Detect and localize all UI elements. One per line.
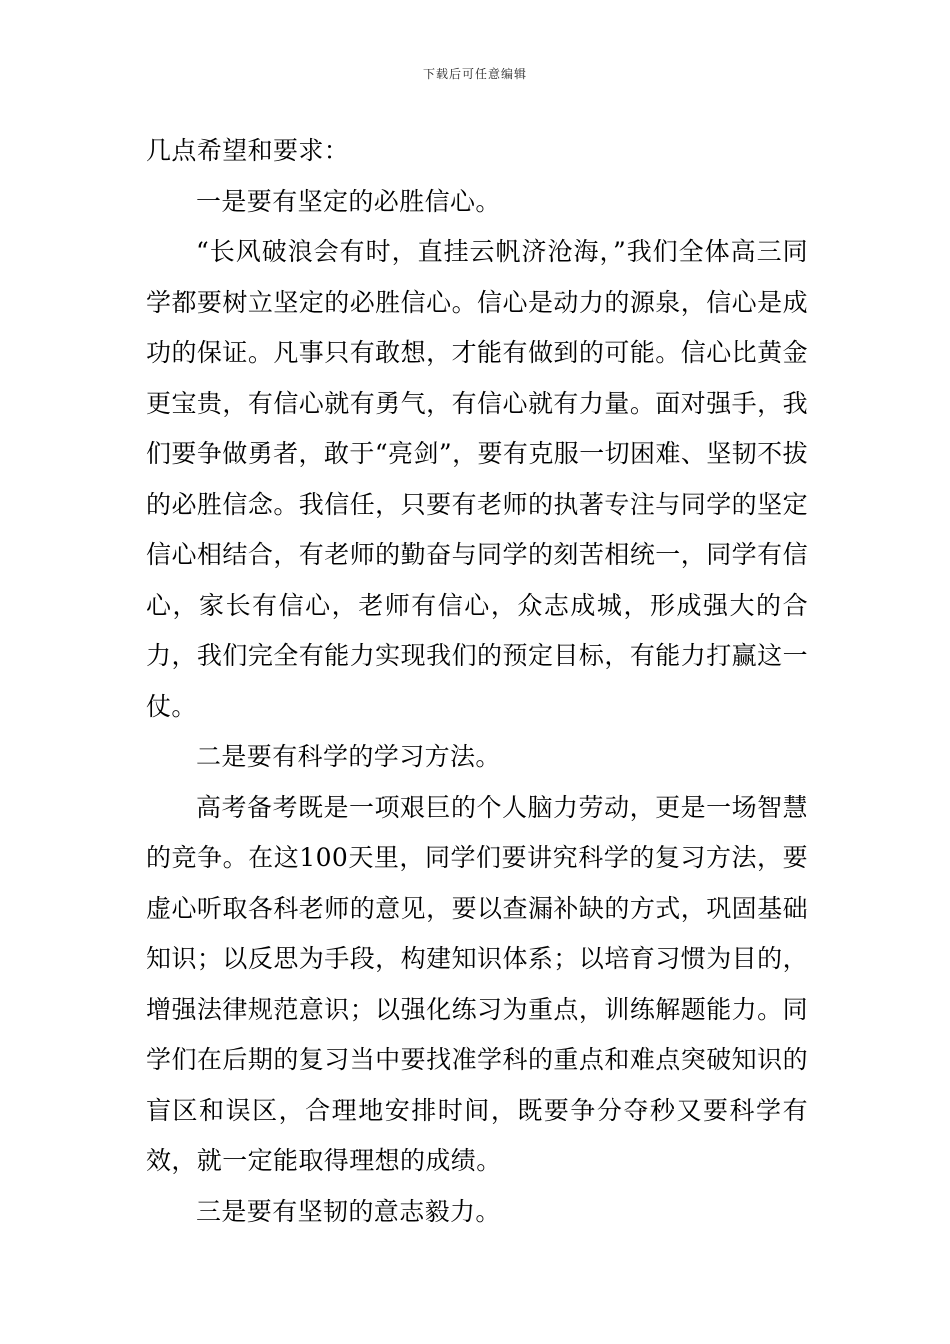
- document-body: [146, 126, 808, 1237]
- paragraph-body-2: 高考备考既是一项艰巨的个人脑力劳动，更是一场智慧的竞争。在这100天里，同学们要讲究科学的复习方法，要虚心听取各科老师的意见，要以查漏补缺的方式，巩固基础知识；以反思为手段，构建知识体系；以培育习惯为目的，增强法律规范意识；以强化练习为重点，训练解题能力。同学们在后期的复习当中要找准学科的重点和难点突破知识的盲区和误区，合理地安排时间，既要争分夺秒又要科学有效，就一定能取得理想的成绩。: [146, 792, 808, 1175]
- paragraph-heading-3: 三是要有坚韧的意志毅力。: [196, 1196, 501, 1226]
- paragraph-heading-1: 一是要有坚定的必胜信心。: [196, 186, 501, 216]
- paragraph-intro: 几点希望和要求：: [146, 136, 350, 165]
- paragraph-heading-2: 二是要有科学的学习方法。: [196, 742, 501, 771]
- page-header-note: 下载后可任意编辑: [422, 67, 527, 81]
- paragraph-body-1: “长风破浪会有时，直挂云帆济沧海，”我们全体高三同学都要树立坚定的必胜信心。信心是动力的源泉，信心是成功的保证。凡事只有敢想，才能有做到的可能。信心比黄金更宝贵，有信心就有勇气，有信心就有力量。面对强手，我们要争做勇者，敢于“亮剑”，要有克服一切困难、坚韧不拔的必胜信念。我信任，只要有老师的执著专注与同学的坚定信心相结合，有老师的勤奋与同学的刻苦相统一，同学有信心，家长有信心，老师有信心，众志成城，形成强大的合力，我们完全有能力实现我们的预定目标，有能力打赢这一仗。: [146, 237, 808, 721]
